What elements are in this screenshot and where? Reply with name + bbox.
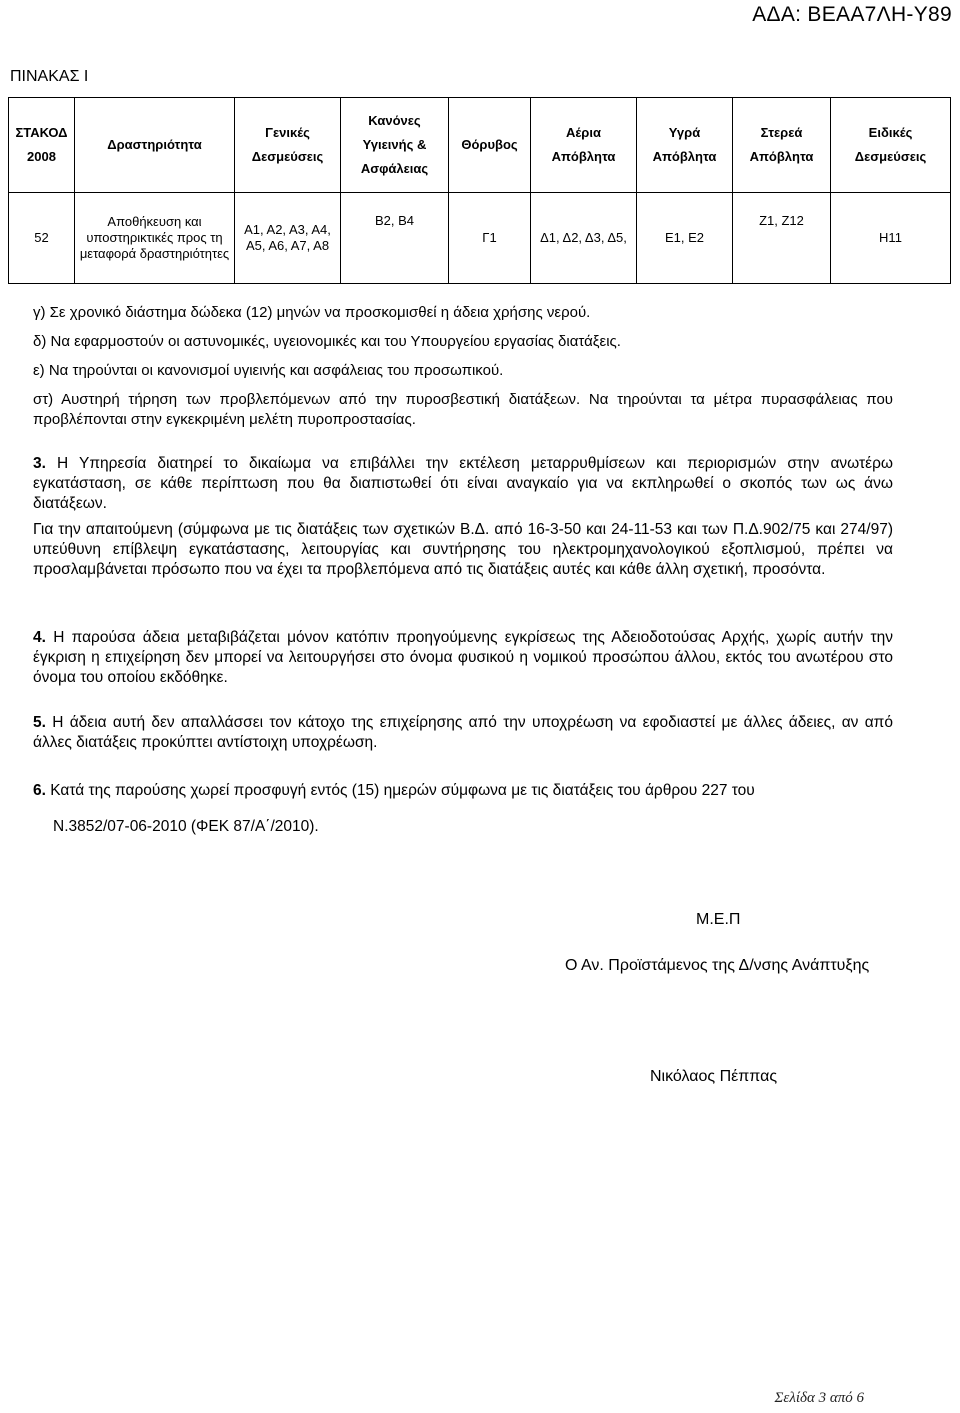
signature-role: Ο Αν. Προϊστάμενος της Δ/νσης Ανάπτυξης bbox=[565, 957, 870, 974]
page-number: Σελίδα 3 από 6 bbox=[774, 1390, 864, 1406]
section-5-text: Η άδεια αυτή δεν απαλλάσσει τον κάτοχο της επιχείρησης από την υποχρέωση να εφοδιαστεί με άλλες άδειες, αν από άλλες διατάξεις προκύπτει αντίστοιχη υποχρέωση. bbox=[33, 714, 893, 751]
section-4-text: Η παρούσα άδεια μεταβιβάζεται μόνον κατόπιν προηγούμενης εγκρίσεως της Αδειοδοτούσας Αρχής, χωρίς αυτήν την έγκριση η επιχείρηση δεν μπορεί να λειτουργήσει στο όνομα φυσικού η νομικού προσώπου άλλου, εκτός του ανωτέρου στο όνομα του οποίου εκδόθηκε. bbox=[33, 629, 894, 686]
signature-org: Μ.Ε.Π bbox=[696, 911, 741, 928]
table-cell-hygiene: Β2, Β4 bbox=[341, 193, 449, 284]
section-4-number: 4. bbox=[33, 629, 46, 646]
header-cell: ΣΤΑΚΟΔ 2008 bbox=[9, 98, 75, 193]
item-d: δ) Να εφαρμοστούν οι αστυνομικές, υγειονομικές και του Υπουργείου εργασίας διατάξεις. bbox=[33, 333, 621, 350]
signature-name: Νικόλαος Πέππας bbox=[650, 1068, 778, 1085]
section-6 bbox=[33, 781, 893, 846]
section-3-text: Η Υπηρεσία διατηρεί το δικαίωμα να επιβάλλει την εκτέλεση μεταρρυθμίσεων και περιορισμών στην ανωτέρω εγκατάσταση, σε κάθε περίπτωση που θα διαπιστωθεί ότι είναι αναγκαίο για να εκπληρωθεί ο σκοπός των ως άνω διατάξεων. bbox=[33, 455, 893, 512]
header-cell: Θόρυβος bbox=[449, 98, 531, 193]
header-cell: Ειδικές Δεσμεύσεις bbox=[831, 98, 951, 193]
table-cell-special: Η11 bbox=[831, 193, 951, 284]
section-6-number: 6. bbox=[33, 782, 46, 799]
header-cell: Γενικές Δεσμεύσεις bbox=[235, 98, 341, 193]
table-cell-activity: Αποθήκευση και υποστηρικτικές προς τη μεταφορά δραστηριότητες bbox=[75, 193, 235, 284]
header-cell: Αέρια Απόβλητα bbox=[531, 98, 637, 193]
table-cell-noise: Γ1 bbox=[449, 193, 531, 284]
table-cell-liquid: Ε1, Ε2 bbox=[637, 193, 733, 284]
table-title: ΠΙΝΑΚΑΣ Ι bbox=[10, 68, 89, 85]
section-3-text-2: Για την απαιτούμενη (σύμφωνα με τις διατάξεις των σχετικών Β.Δ. από 16-3-50 και 24-11-53 και των Π.Δ.902/75 και 274/97) υπεύθυνη επίβλεψη εγκατάστασης, λειτουργίας και συντήρησης του ηλεκτρομηχανολογικού εξοπλισμού, πρέπει να προσλαμβάνεται πρόσωπο που να έχει τα προβλεπόμενα από τις διατάξεις αυτές και κάθε άλλη σχετική, προσόντα. bbox=[33, 521, 893, 578]
table-cell-air: Δ1, Δ2, Δ3, Δ5, bbox=[531, 193, 637, 284]
header-cell: Δραστηριότητα bbox=[75, 98, 235, 193]
item-st: στ) Αυστηρή τήρηση των προβλεπόμενων από την πυροσβεστική διατάξεων. Να τηρούνται τα μέτρα πυρασφάλειας που προβλέπονται στην εγκεκριμένη μελέτη πυροπροστασίας. bbox=[33, 391, 893, 428]
section-3-number: 3. bbox=[33, 455, 46, 472]
conditions-list bbox=[33, 303, 893, 439]
ada-code: ΑΔΑ: ΒΕΑΑ7ΛΗ-Υ89 bbox=[752, 3, 952, 26]
section-3 bbox=[33, 454, 893, 589]
activity-table bbox=[8, 97, 951, 284]
item-e: ε) Να τηρούνται οι κανονισμοί υγιεινής και ασφάλειας του προσωπικού. bbox=[33, 362, 504, 379]
section-6-law: Ν.3852/07-06-2010 (ΦΕΚ 87/Α΄/2010). bbox=[53, 818, 319, 835]
table-cell-solid: Ζ1, Ζ12 bbox=[733, 193, 831, 284]
table-row bbox=[9, 193, 951, 284]
header-cell: Κανόνες Υγιεινής & Ασφάλειας bbox=[341, 98, 449, 193]
section-5 bbox=[33, 713, 893, 762]
item-g: γ) Σε χρονικό διάστημα δώδεκα (12) μηνών να προσκομισθεί η άδεια χρήσης νερού. bbox=[33, 304, 591, 321]
section-5-number: 5. bbox=[33, 714, 46, 731]
table-header-row bbox=[9, 98, 951, 193]
table-cell-general: Α1, Α2, Α3, Α4, Α5, Α6, Α7, Α8 bbox=[235, 193, 341, 284]
header-cell: Υγρά Απόβλητα bbox=[637, 98, 733, 193]
section-4 bbox=[33, 628, 893, 697]
header-cell: Στερεά Απόβλητα bbox=[733, 98, 831, 193]
section-6-text: Κατά της παρούσης χωρεί προσφυγή εντός (15) ημερών σύμφωνα με τις διατάξεις του άρθρου 227 του bbox=[50, 782, 755, 799]
table-cell-stakod: 52 bbox=[9, 193, 75, 284]
